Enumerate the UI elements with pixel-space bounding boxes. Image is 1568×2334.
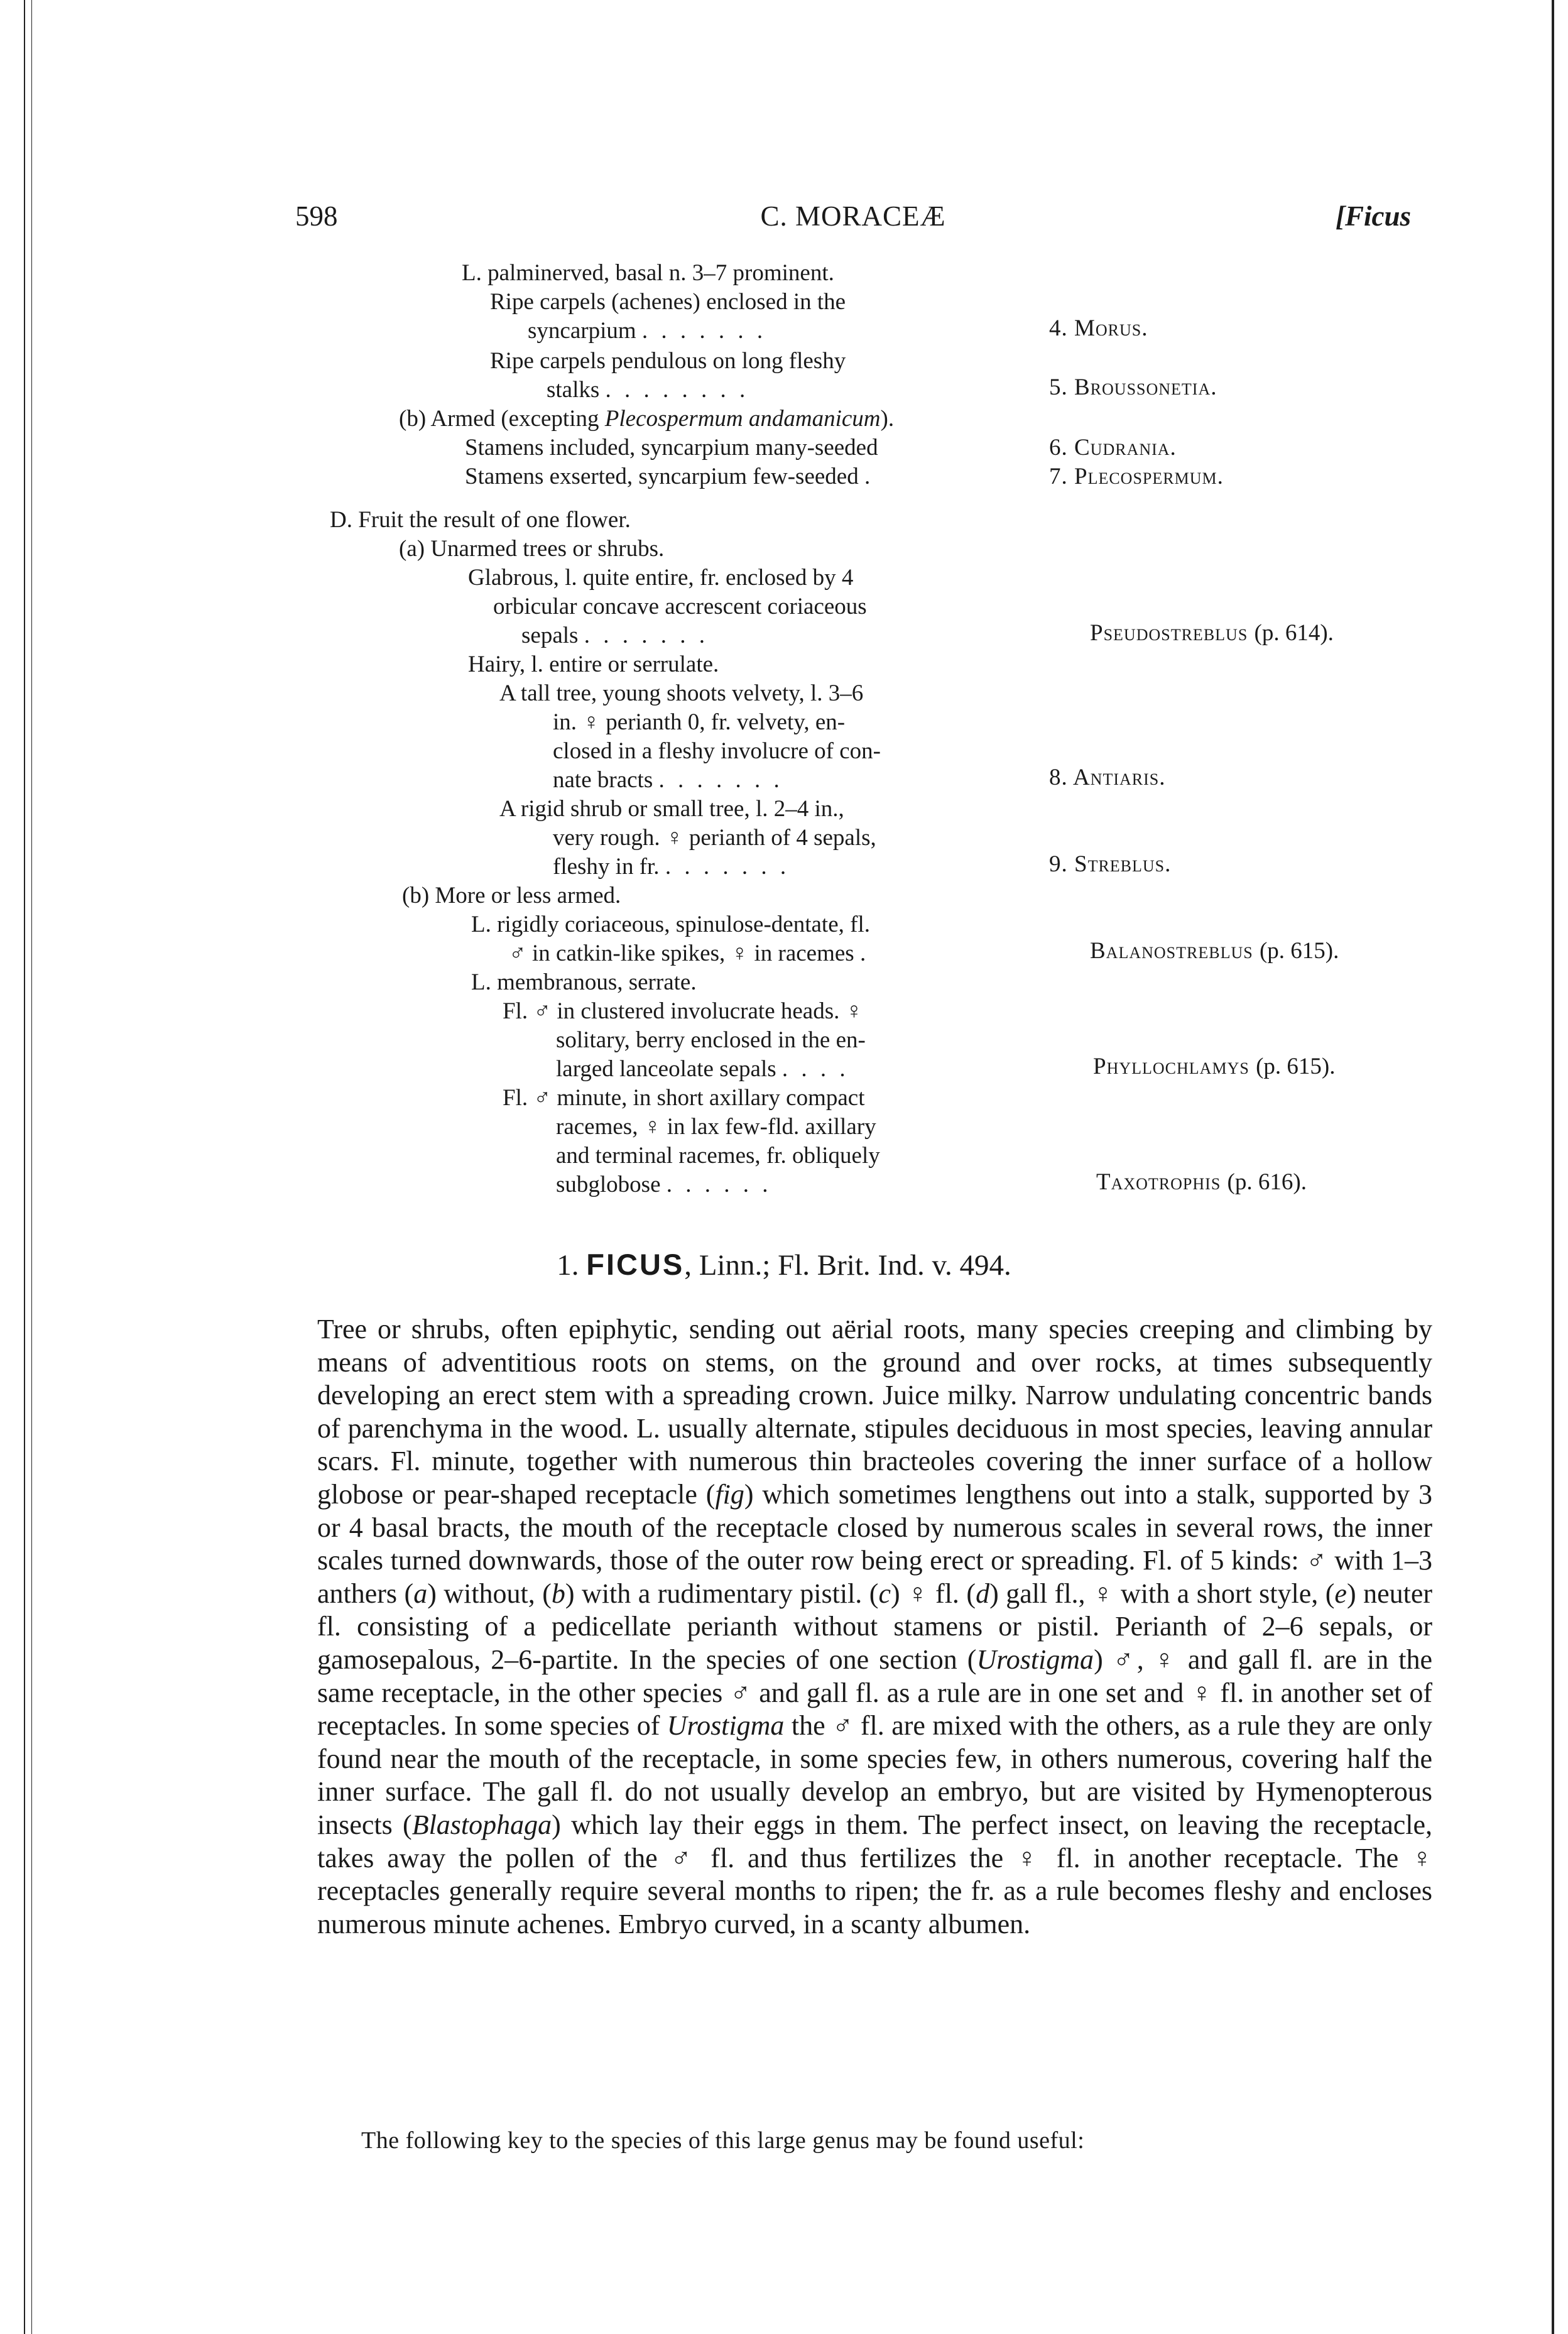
closing-line: The following key to the species of this large genus may be found useful: [361, 2127, 1085, 2154]
key-line: larged lanceolate sepals . . . . [556, 1056, 849, 1082]
page-number: 598 [295, 200, 338, 232]
key-line: and terminal racemes, fr. obliquely [556, 1143, 880, 1169]
key-genus-plecospermum: 7. Plecospermum. [1049, 464, 1224, 489]
key-line: in. ♀ perianth 0, fr. velvety, en- [553, 709, 846, 735]
key-line: stalks . . . . . . . . [547, 377, 749, 403]
genus-heading [0, 1247, 1568, 1282]
key-genus-antiaris: 8. Antiaris. [1049, 765, 1166, 790]
key-genus-phyllochlamys: Phyllochlamys (p. 615). [1093, 1054, 1336, 1079]
key-line: ♂ in catkin-like spikes, ♀ in racemes . [509, 941, 870, 966]
key-line: fleshy in fr. . . . . . . . [553, 854, 790, 880]
key-line: A tall tree, young shoots velvety, l. 3–6 [499, 680, 864, 706]
key-line: Ripe carpels pendulous on long fleshy [490, 348, 846, 374]
key-line: Ripe carpels (achenes) enclosed in the [490, 289, 846, 315]
key-line: closed in a fleshy involucre of con- [553, 738, 881, 764]
key-line: D. Fruit the result of one flower. [330, 507, 631, 533]
genus-citation: , Linn.; Fl. Brit. Ind. v. 494. [684, 1249, 1011, 1282]
page-header [295, 200, 1411, 244]
key-line: A rigid shrub or small tree, l. 2–4 in., [499, 796, 844, 822]
key-line: L. rigidly coriaceous, spinulose-dentate, fl. [471, 912, 870, 937]
scan-edge-right [1552, 0, 1554, 2334]
key-line: solitary, berry enclosed in the en- [556, 1027, 866, 1053]
key-genus-taxotrophis: Taxotrophis (p. 616). [1096, 1169, 1307, 1195]
scan-edge-left [24, 0, 25, 2334]
genus-number: 1. [557, 1249, 579, 1282]
genus-name: FICUS [586, 1248, 685, 1281]
key-line: Stamens included, syncarpium many-seeded [465, 435, 878, 461]
key-line: L. palminerved, basal n. 3–7 prominent. [462, 260, 834, 286]
key-line: very rough. ♀ perianth of 4 sepals, [553, 825, 876, 851]
genus-description: Tree or shrubs, often epiphytic, sending out aërial roots, many species creeping and climbing by means of adventitious roots on stems, on the ground and over rocks, at times subsequently developing an erect stem with a spreading crown. Juice milky. Narrow undulating concentric bands of parenchyma in the wood. L. usually alternate, stipules deciduous in most species, leaving annular scars. Fl. minute, together with numerous thin bracteoles covering the inner surface of a hollow globose or pear-shaped receptacle (fig) which sometimes lengthens out into a stalk, supported by 3 or 4 basal bracts, the mouth of the receptacle closed by numerous scales in several rows, the inner scales turned downwards, those of the outer row being erect or spreading. Fl. of 5 kinds: ♂ with 1–3 anthers (a) without, (b) with a rudimentary pistil. (c) ♀ fl. (d) gall fl., ♀ with a short style, (e) neuter fl. consisting of a pedicellate perianth without stamens or pistil. Perianth of 2–6 sepals, or gamosepalous, 2–6-partite. In the species of one section (Urostigma) ♂, ♀ and gall fl. are in the same receptacle, in the other species ♂ and gall fl. as a rule are in one set and ♀ fl. in another set of receptacles. In some species of Urostigma the ♂ fl. are mixed with the others, as a rule they are only found near the mouth of the receptacle, in some species few, in others numerous, covering half the inner surface. The gall fl. do not usually develop an embryo, but are visited by Hymenopterous insects (Blastophaga) which lay their eggs in them. The perfect insect, on leaving the receptacle, takes away the pollen of the ♂ fl. and thus fertilizes the ♀ fl. in another receptacle. The ♀ receptacles generally require several months to ripen; the fr. as a rule becomes fleshy and encloses numerous minute achenes. Embryo curved, in a scanty albumen. [317, 1314, 1433, 1939]
key-line: orbicular concave accrescent coriaceous [493, 594, 867, 619]
key-line: Fl. ♂ in clustered involucrate heads. ♀ [503, 998, 863, 1024]
key-genus-streblus: 9. Streblus. [1049, 851, 1172, 877]
key-genus-pseudostreblus: Pseudostreblus (p. 614). [1090, 620, 1334, 646]
key-line: racemes, ♀ in lax few-fld. axillary [556, 1114, 876, 1140]
key-line: nate bracts . . . . . . . [553, 767, 783, 793]
key-line: (a) Unarmed trees or shrubs. [399, 536, 665, 562]
key-genus-cudrania: 6. Cudrania. [1049, 435, 1177, 461]
scan-edge-left-inner [31, 0, 32, 2334]
key-line: (b) Armed (excepting Plecospermum andamanicum). [399, 406, 895, 432]
key-line: Hairy, l. entire or serrulate. [468, 652, 719, 677]
key-line: (b) More or less armed. [402, 883, 621, 908]
key-line: Glabrous, l. quite entire, fr. enclosed by 4 [468, 565, 854, 591]
key-genus-morus: 4. Morus. [1049, 315, 1148, 341]
section-title-header: C. MORACEÆ [760, 200, 946, 232]
running-head: [Ficus [1335, 200, 1411, 232]
key-line: Stamens exserted, syncarpium few-seeded . [465, 464, 874, 489]
key-line: subglobose . . . . . . [556, 1172, 772, 1197]
key-genus-balanostreblus: Balanostreblus (p. 615). [1090, 938, 1339, 964]
key-line: sepals . . . . . . . [521, 623, 709, 648]
key-line: syncarpium . . . . . . . [528, 318, 767, 344]
key-line: L. membranous, serrate. [471, 969, 697, 995]
key-line: Fl. ♂ minute, in short axillary compact [503, 1085, 865, 1111]
key-genus-broussonetia: 5. Broussonetia. [1049, 374, 1217, 400]
